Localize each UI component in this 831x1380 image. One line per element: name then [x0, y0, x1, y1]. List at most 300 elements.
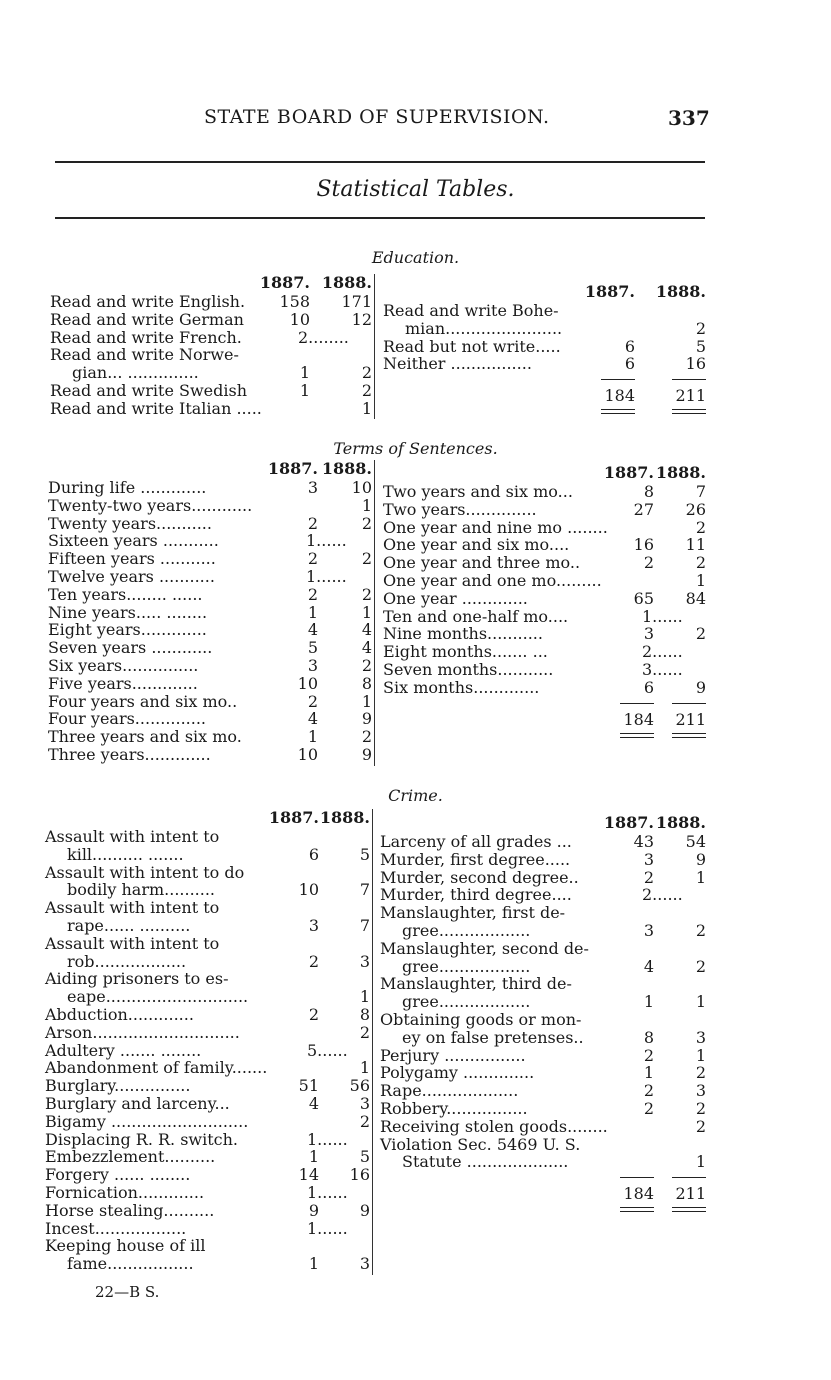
table-row	[45, 1255, 372, 1273]
value-1888: 5	[359, 1147, 370, 1167]
value-1887: 3......	[642, 659, 683, 679]
row-label: gian... ..............	[72, 363, 199, 383]
row-label: Two years and six mo...	[383, 482, 573, 501]
row-label: Larceny of all grades ...	[380, 832, 572, 851]
row-label: Keeping house of ill	[45, 1236, 206, 1256]
value-1887: 2......	[642, 885, 683, 905]
value-1887: 4	[307, 709, 318, 729]
value-1888: 4	[361, 620, 372, 640]
table-row	[45, 988, 372, 1006]
table-row	[48, 728, 374, 746]
value-1887: 1	[307, 727, 318, 747]
value-1887: 10	[297, 673, 318, 693]
table-row	[48, 479, 374, 497]
value-1887: 1......	[306, 566, 347, 586]
row-label: gree..................	[402, 956, 531, 976]
table-row	[48, 532, 374, 550]
table-row	[380, 833, 708, 851]
sentences-left-table	[48, 460, 375, 766]
value-1887: 1	[643, 992, 654, 1012]
value-1888: 1	[359, 1058, 370, 1078]
row-label: Aiding prisoners to es-	[45, 969, 229, 989]
value-1887: 2	[307, 549, 318, 569]
table-row	[45, 1131, 372, 1149]
table-row	[50, 400, 374, 418]
year-1888-header: 1888.	[321, 459, 372, 478]
table-row	[45, 881, 372, 899]
value-1887: 27	[633, 499, 654, 519]
table-row	[45, 1024, 372, 1042]
value-1888: 2	[695, 517, 706, 537]
value-1888: 2	[695, 920, 706, 940]
row-label: One year and six mo....	[383, 535, 570, 555]
row-label: Ten years........ ......	[48, 584, 203, 604]
value-1888: 4	[361, 638, 372, 658]
row-label: rob..................	[67, 951, 187, 971]
table-row	[380, 940, 708, 958]
row-label: Violation Sec. 5469 U. S.	[380, 1134, 581, 1154]
row-label: Four years and six mo..	[48, 691, 238, 711]
table-row	[383, 554, 708, 572]
row-label: Robbery................	[380, 1098, 528, 1118]
value-1887: 43	[633, 832, 654, 851]
value-1887: 1	[299, 363, 310, 383]
table-row	[45, 1148, 372, 1166]
value-1888: 3	[695, 1081, 706, 1101]
row-label: Fifteen years ...........	[48, 549, 216, 569]
year-1887-header: 1887.	[267, 459, 318, 478]
table-row	[383, 679, 708, 697]
row-label: rape...... ..........	[67, 915, 191, 935]
row-label: bodily harm..........	[67, 880, 215, 900]
year-1888-header: 1888.	[655, 282, 706, 301]
value-1888: 5	[695, 336, 706, 356]
value-1887: 3	[307, 655, 318, 675]
crime-right-table	[380, 814, 708, 1229]
value-1887: 51	[298, 1076, 319, 1096]
row-label: Rape...................	[380, 1081, 519, 1101]
row-label: Burglary and larceny...	[45, 1093, 230, 1113]
table-row	[380, 1136, 708, 1154]
row-label: ey on false pretenses..	[402, 1027, 584, 1047]
value-1887: 4	[643, 956, 654, 976]
total-1887: 184	[604, 386, 635, 406]
value-1888: 10	[351, 478, 372, 497]
value-1888: 2	[695, 318, 706, 338]
value-1887: 9	[308, 1200, 319, 1220]
table-row	[45, 864, 372, 882]
value-1887: 6	[624, 354, 635, 374]
row-label: Assault with intent to	[45, 827, 220, 846]
table-row	[383, 320, 708, 338]
row-label: mian.......................	[405, 318, 563, 338]
table-row	[48, 657, 374, 675]
total-1888: 211	[675, 709, 706, 729]
row-label: Incest..................	[45, 1218, 187, 1238]
value-1888: 26	[685, 499, 706, 519]
total-rule-1888	[672, 1177, 706, 1178]
row-label: Embezzlement..........	[45, 1147, 216, 1167]
total-1887: 184	[623, 709, 654, 729]
row-label: Read and write Bohe-	[383, 301, 559, 320]
table-row	[383, 572, 708, 590]
double-rule-1887	[620, 733, 654, 738]
running-head-title: STATE BOARD OF SUPERVISION.	[204, 106, 550, 128]
year-1888-header: 1888.	[655, 813, 706, 832]
row-label: Two years..............	[383, 499, 537, 519]
table-row	[48, 675, 374, 693]
value-1887: 2	[307, 691, 318, 711]
value-1888: 9	[695, 849, 706, 869]
row-label: During life .............	[48, 478, 207, 497]
value-1888: 2	[361, 584, 372, 604]
value-1888: 2	[361, 655, 372, 675]
table-row	[383, 302, 708, 320]
table-row	[45, 935, 372, 953]
value-1887: 4	[307, 620, 318, 640]
year-header-row	[48, 460, 374, 479]
table-row	[383, 519, 708, 537]
total-rule-1887	[620, 703, 654, 704]
value-1888: 2	[361, 363, 372, 383]
table-row	[380, 904, 708, 922]
value-1888: 1	[695, 992, 706, 1012]
page-number: 337	[668, 106, 710, 130]
value-1888: 2	[361, 727, 372, 747]
total-rule-1887	[601, 379, 635, 380]
value-1888: 7	[695, 482, 706, 501]
row-label: Read and write English.	[50, 292, 246, 311]
row-label: Bigamy ...........................	[45, 1111, 249, 1131]
year-1888-header: 1888.	[319, 808, 370, 827]
row-label: Nine years..... ........	[48, 602, 208, 622]
table-row	[48, 497, 374, 515]
row-label: Manslaughter, first de-	[380, 903, 566, 923]
value-1888: 1	[695, 570, 706, 590]
education-left-table	[50, 274, 375, 419]
value-1887: 2	[643, 867, 654, 887]
value-1888: 9	[361, 709, 372, 729]
table-row	[383, 590, 708, 608]
total-rule-1887	[620, 1177, 654, 1178]
value-1887: 3	[643, 849, 654, 869]
table-row	[48, 568, 374, 586]
value-1887: 10	[298, 880, 319, 900]
row-label: Read and write Swedish	[50, 380, 247, 400]
total-rule-1888	[672, 379, 706, 380]
year-header-row	[383, 283, 708, 302]
row-label: Perjury ................	[380, 1045, 526, 1065]
row-label: Read and write French.	[50, 327, 242, 347]
row-label: Eight years.............	[48, 620, 207, 640]
row-label: Forgery ...... ........	[45, 1165, 191, 1185]
total-1887: 184	[623, 1184, 654, 1204]
value-1888: 2	[695, 956, 706, 976]
row-label: gree..................	[402, 992, 531, 1012]
value-1887: 2........	[298, 327, 349, 347]
total-row	[383, 711, 708, 729]
table-row	[383, 608, 708, 626]
total-1888: 211	[675, 1184, 706, 1204]
table-row	[48, 586, 374, 604]
row-label: Murder, third degree....	[380, 885, 572, 905]
education-right-table	[383, 283, 708, 423]
value-1888: 1	[695, 1045, 706, 1065]
table-row	[45, 899, 372, 917]
year-1887-header: 1887.	[584, 282, 635, 301]
value-1888: 2	[361, 513, 372, 533]
value-1887: 2	[643, 1081, 654, 1101]
table-row	[383, 501, 708, 519]
table-row	[50, 311, 374, 329]
value-1887: 1......	[307, 1129, 348, 1149]
row-label: Sixteen years ...........	[48, 531, 219, 551]
value-1887: 2	[307, 513, 318, 533]
value-1887: 3	[308, 915, 319, 935]
table-row	[383, 625, 708, 643]
table-row	[48, 693, 374, 711]
value-1888: 16	[349, 1165, 370, 1185]
double-rule-1887	[601, 409, 635, 414]
value-1887: 1......	[307, 1182, 348, 1202]
table-row	[380, 851, 708, 869]
row-label: One year and three mo..	[383, 553, 581, 573]
table-row	[45, 1059, 372, 1077]
table-row	[383, 338, 708, 356]
table-row	[45, 828, 372, 846]
value-1888: 9	[359, 1200, 370, 1220]
table-row	[48, 550, 374, 568]
table-row	[50, 329, 374, 347]
value-1887: 10	[289, 309, 310, 329]
row-label: Assault with intent to	[45, 898, 220, 918]
total-row	[383, 387, 708, 405]
table-row	[45, 953, 372, 971]
value-1887: 16	[633, 535, 654, 555]
table-row	[45, 1077, 372, 1095]
row-label: gree..................	[402, 920, 531, 940]
row-label: Statute ....................	[402, 1152, 569, 1172]
row-label: Displacing R. R. switch.	[45, 1129, 239, 1149]
value-1887: 158	[279, 292, 310, 311]
row-label: Burglary...............	[45, 1076, 191, 1096]
value-1888: 54	[685, 832, 706, 851]
crime-left-table	[45, 809, 373, 1275]
subtitle-rule	[55, 217, 705, 219]
row-label: Receiving stolen goods........	[380, 1116, 608, 1136]
table-row	[50, 346, 374, 364]
value-1888: 2	[695, 1063, 706, 1083]
total-rule-1888	[672, 703, 706, 704]
signature-mark: 22—B S.	[95, 1283, 160, 1301]
table-row	[45, 970, 372, 988]
value-1888: 1	[361, 691, 372, 711]
value-1887: 8	[643, 1027, 654, 1047]
top-rule	[55, 161, 705, 163]
row-label: Horse stealing..........	[45, 1200, 215, 1220]
value-1888: 84	[685, 588, 706, 608]
table-row	[48, 621, 374, 639]
row-label: eape............................	[67, 987, 249, 1007]
value-1887: 1......	[642, 606, 683, 626]
table-row	[383, 643, 708, 661]
double-rule-1888	[672, 1207, 706, 1212]
value-1888: 1	[695, 867, 706, 887]
value-1888: 3	[695, 1027, 706, 1047]
value-1888: 9	[695, 677, 706, 697]
row-label: Assault with intent to do	[45, 862, 245, 882]
row-label: Three years and six mo.	[48, 727, 242, 747]
row-label: Polygamy ..............	[380, 1063, 535, 1083]
value-1888: 1	[359, 987, 370, 1007]
value-1888: 3	[359, 1093, 370, 1113]
row-label: Seven years ............	[48, 638, 213, 658]
row-label: Read and write Norwe-	[50, 345, 239, 365]
row-label: kill.......... .......	[67, 844, 184, 864]
row-label: Murder, second degree..	[380, 867, 579, 887]
value-1887: 5......	[307, 1040, 348, 1060]
year-header-row	[383, 464, 708, 483]
row-label: Five years.............	[48, 673, 198, 693]
value-1888: 2	[361, 549, 372, 569]
row-label: Abduction.............	[45, 1004, 194, 1024]
value-1887: 14	[298, 1165, 319, 1185]
row-label: Fornication.............	[45, 1182, 205, 1202]
table-row	[45, 1237, 372, 1255]
total-1888: 211	[675, 386, 706, 406]
table-row	[380, 958, 708, 976]
row-label: Twelve years ...........	[48, 566, 215, 586]
table-row	[45, 917, 372, 935]
table-row	[380, 993, 708, 1011]
year-1887-header: 1887.	[603, 813, 654, 832]
table-row	[48, 604, 374, 622]
row-label: Read and write Italian .....	[50, 398, 262, 418]
value-1888: 1	[361, 398, 372, 418]
table-row	[45, 1042, 372, 1060]
table-row	[45, 1166, 372, 1184]
table-row	[45, 1113, 372, 1131]
double-rule-1888	[672, 409, 706, 414]
table-row	[48, 515, 374, 533]
value-1887: 2......	[642, 642, 683, 662]
value-1888: 16	[685, 354, 706, 374]
value-1887: 3	[643, 920, 654, 940]
row-label: Nine months...........	[383, 624, 543, 644]
year-1888-header: 1888.	[321, 273, 372, 292]
value-1887: 6	[643, 677, 654, 697]
value-1887: 1	[308, 1254, 319, 1274]
value-1888: 56	[349, 1076, 370, 1096]
row-label: Six years...............	[48, 655, 199, 675]
value-1888: 2	[695, 1116, 706, 1136]
value-1888: 9	[361, 744, 372, 764]
value-1888: 5	[359, 844, 370, 864]
row-label: Murder, first degree.....	[380, 849, 571, 869]
row-label: One year and nine mo ........	[383, 517, 608, 537]
table-row	[380, 1047, 708, 1065]
row-label: Assault with intent to	[45, 933, 220, 953]
row-label: Manslaughter, third de-	[380, 974, 572, 994]
value-1887: 1	[643, 1063, 654, 1083]
value-1887: 2	[643, 553, 654, 573]
value-1888: 171	[341, 292, 372, 311]
table-row	[380, 1029, 708, 1047]
table-row	[380, 869, 708, 887]
value-1887: 2	[308, 1004, 319, 1024]
value-1887: 3	[643, 624, 654, 644]
double-rule-1887	[620, 1207, 654, 1212]
table-row	[383, 483, 708, 501]
table-row	[45, 1202, 372, 1220]
value-1888: 8	[361, 673, 372, 693]
value-1887: 6	[624, 336, 635, 356]
row-label: fame.................	[67, 1254, 194, 1274]
table-row	[50, 293, 374, 311]
table-row	[380, 1153, 708, 1171]
value-1887: 6	[308, 844, 319, 864]
table-row	[48, 746, 374, 764]
table-row	[50, 364, 374, 382]
row-label: Three years.............	[48, 744, 211, 764]
row-label: Four years..............	[48, 709, 207, 729]
year-1887-header: 1887.	[259, 273, 310, 292]
table-row	[380, 886, 708, 904]
value-1887: 2	[307, 584, 318, 604]
sentences-title: Terms of Sentences.	[333, 439, 498, 458]
value-1887: 1	[307, 602, 318, 622]
table-row	[48, 710, 374, 728]
value-1888: 8	[359, 1004, 370, 1024]
table-row	[380, 1100, 708, 1118]
table-row	[383, 661, 708, 679]
value-1887: 2	[643, 1098, 654, 1118]
table-row	[383, 536, 708, 554]
table-row	[45, 1006, 372, 1024]
value-1887: 1	[299, 380, 310, 400]
row-label: Twenty-two years............	[48, 495, 253, 515]
value-1887: 10	[297, 744, 318, 764]
value-1887: 65	[633, 588, 654, 608]
row-label: Arson.............................	[45, 1022, 240, 1042]
row-label: Seven months...........	[383, 659, 554, 679]
value-1888: 12	[351, 309, 372, 329]
value-1888: 1	[361, 495, 372, 515]
value-1887: 1......	[307, 1218, 348, 1238]
year-1887-header: 1887.	[603, 463, 654, 482]
value-1887: 2	[643, 1045, 654, 1065]
table-row	[50, 382, 374, 400]
row-label: Read and write German	[50, 309, 244, 329]
row-label: One year and one mo.........	[383, 570, 602, 590]
value-1888: 11	[685, 535, 706, 555]
education-title: Education.	[371, 248, 460, 267]
sentences-right-table	[383, 464, 708, 754]
value-1887: 2	[308, 951, 319, 971]
value-1888: 2	[695, 553, 706, 573]
value-1887: 1......	[306, 531, 347, 551]
row-label: Eight months....... ...	[383, 642, 548, 662]
value-1888: 2	[359, 1022, 370, 1042]
value-1887: 3	[307, 478, 318, 497]
value-1888: 3	[359, 951, 370, 971]
value-1888: 1	[361, 602, 372, 622]
table-row	[380, 1082, 708, 1100]
row-label: Read but not write.....	[383, 336, 561, 356]
value-1888: 1	[695, 1152, 706, 1172]
row-label: Twenty years...........	[48, 513, 212, 533]
value-1888: 7	[359, 915, 370, 935]
